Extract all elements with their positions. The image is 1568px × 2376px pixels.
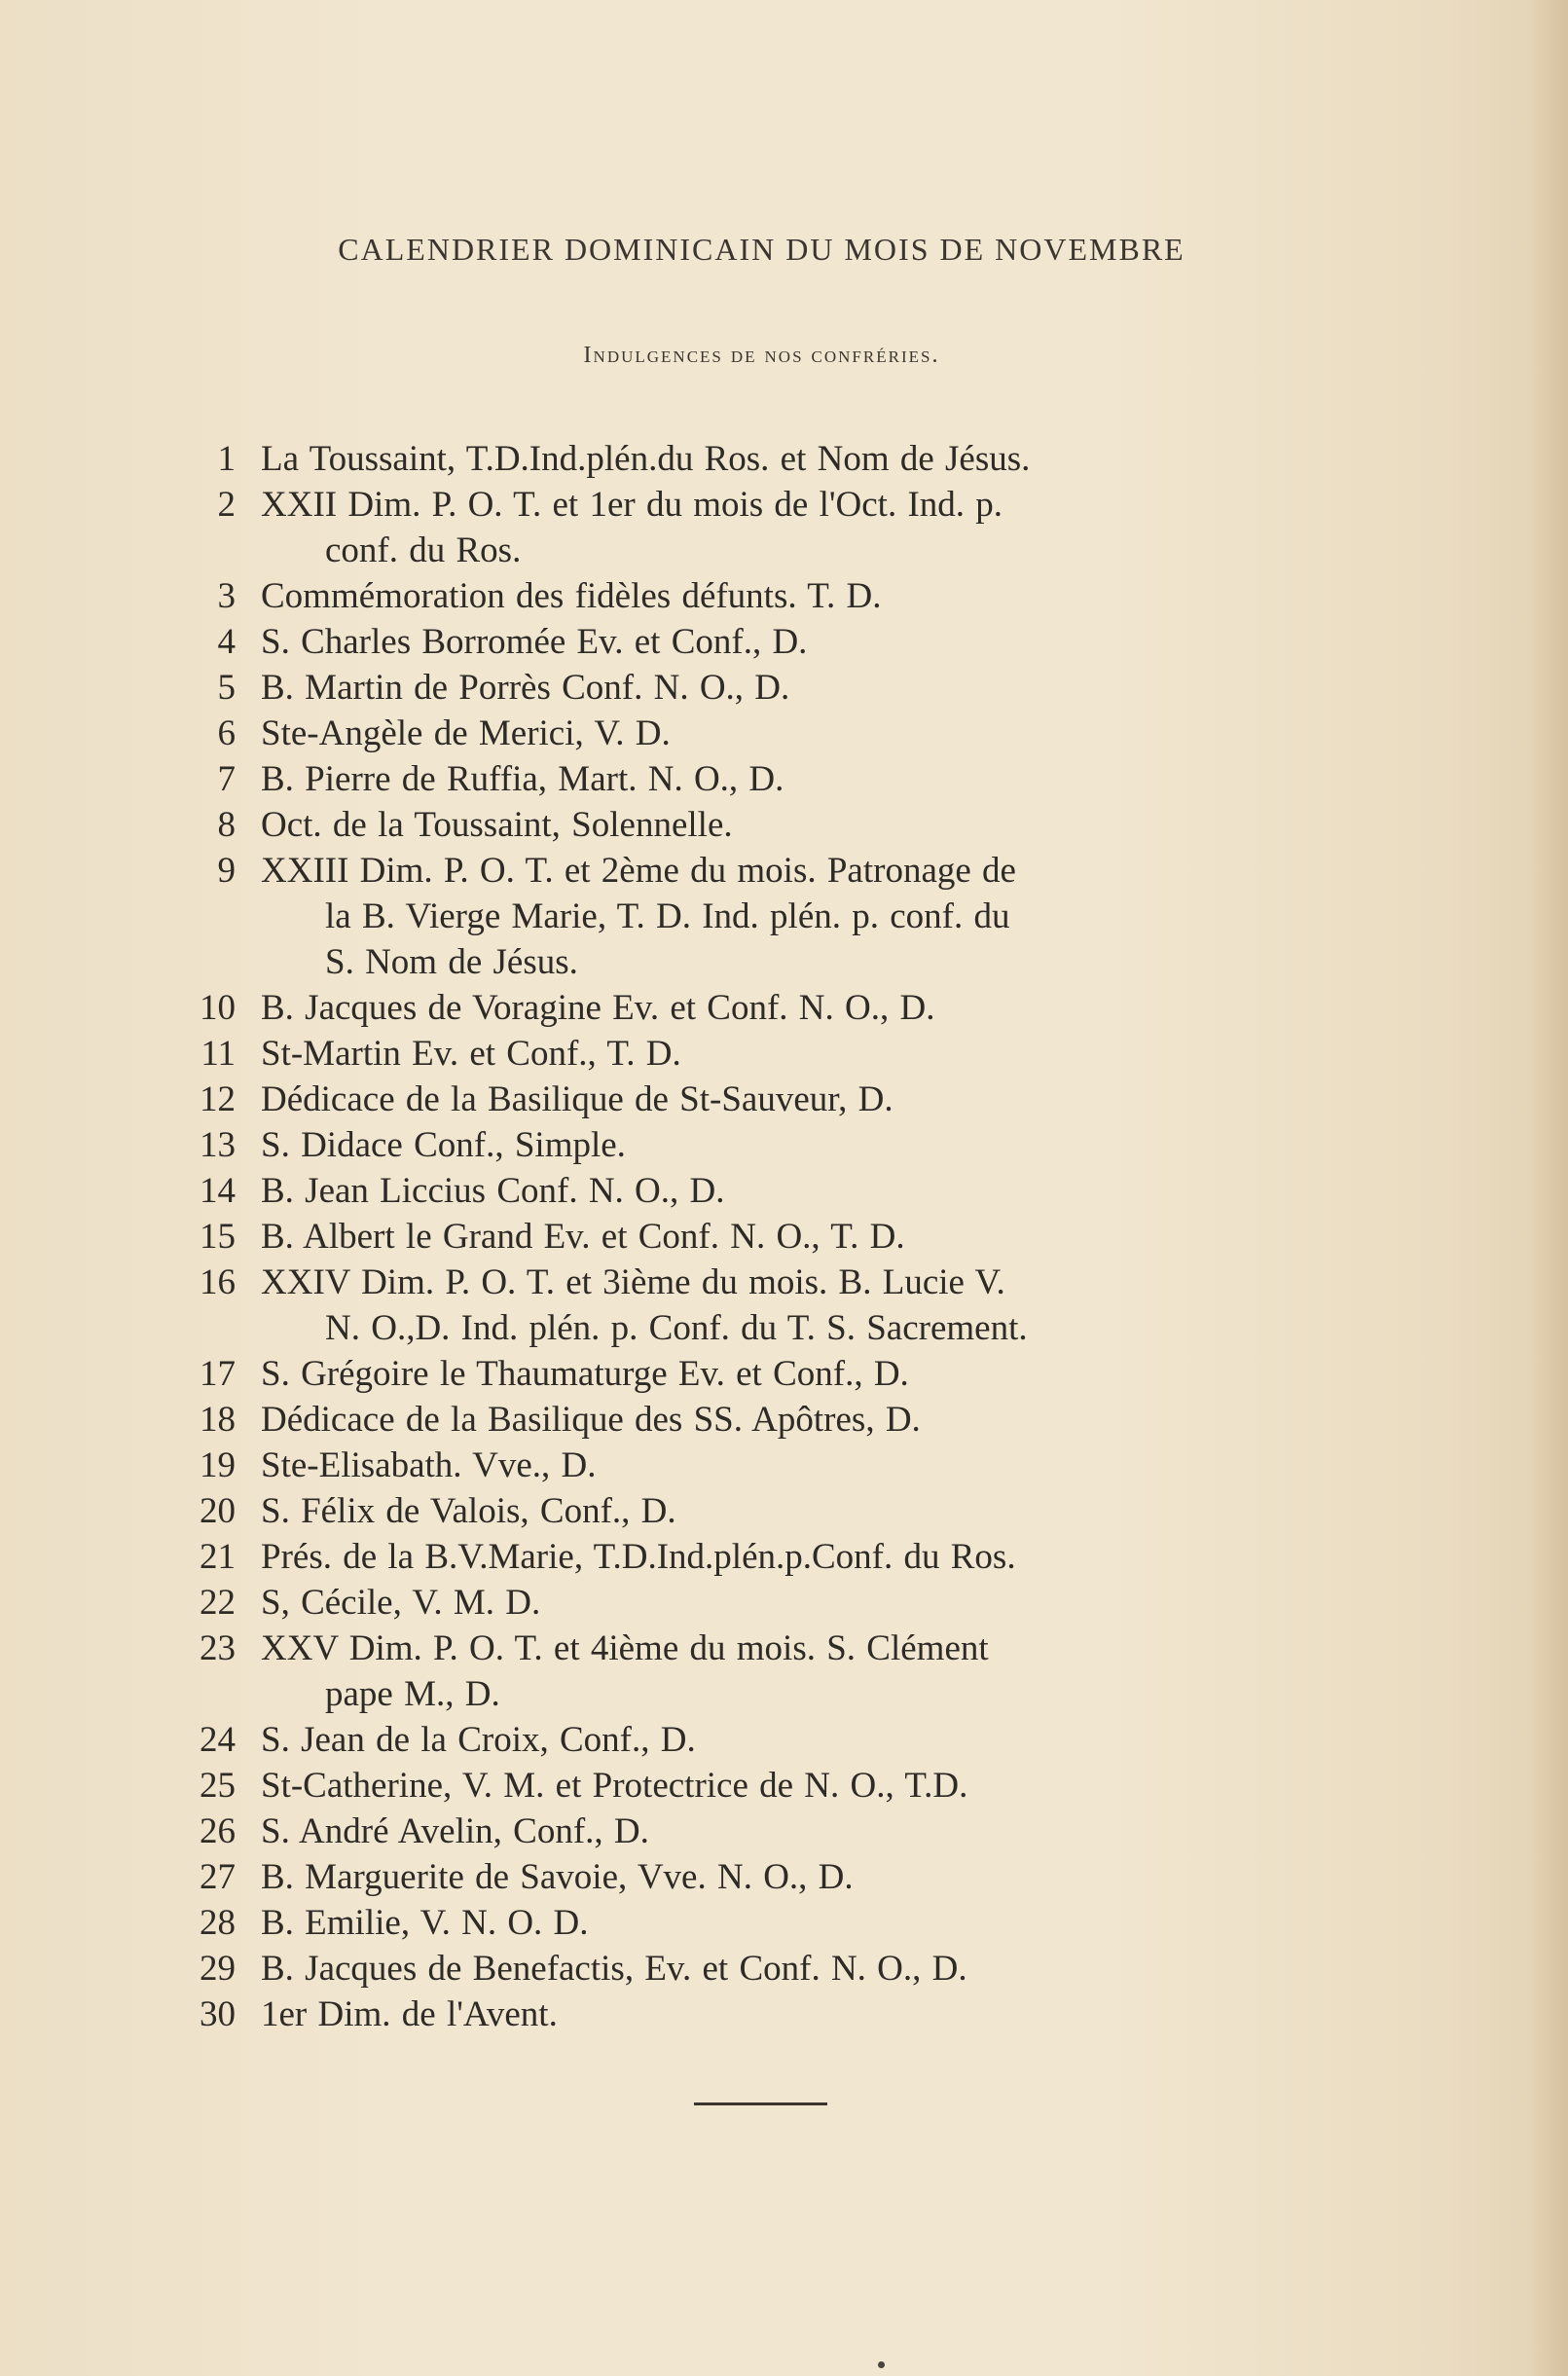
entry-text: S. Jean de la Croix, Conf., D. — [261, 1720, 696, 1760]
day-number: 10 — [200, 988, 236, 1028]
day-number: 28 — [200, 1903, 236, 1943]
entry-text: Dédicace de la Basilique des SS. Apôtres, D. — [261, 1400, 921, 1440]
entry-text: B. Jean Liccius Conf. N. O., D. — [261, 1171, 725, 1211]
entry-text-continuation: la B. Vierge Marie, T. D. Ind. plén. p. conf. du — [325, 896, 1010, 936]
day-number: 25 — [200, 1766, 236, 1806]
entry-text: S. Charles Borromée Ev. et Conf., D. — [261, 622, 808, 662]
calendar-entry — [146, 573, 1343, 619]
page-dot-mark — [878, 2361, 885, 2368]
day-number: 26 — [200, 1811, 236, 1851]
entry-text: 1er Dim. de l'Avent. — [261, 1994, 558, 2034]
calendar-entry — [146, 619, 1343, 665]
entry-text: S. André Avelin, Conf., D. — [261, 1811, 649, 1851]
entry-text: B. Jacques de Voragine Ev. et Conf. N. O., D. — [261, 988, 935, 1028]
entry-text: B. Emilie, V. N. O. D. — [261, 1903, 589, 1943]
calendar-entry — [146, 1992, 1343, 2037]
calendar-entry — [146, 1763, 1343, 1809]
day-number: 19 — [200, 1445, 236, 1485]
calendar-entry — [146, 1077, 1343, 1122]
day-number: 14 — [200, 1171, 236, 1211]
day-number: 12 — [200, 1079, 236, 1119]
day-number: 18 — [200, 1400, 236, 1440]
entry-text: B. Martin de Porrès Conf. N. O., D. — [261, 668, 790, 708]
calendar-entry — [146, 1900, 1343, 1946]
day-number: 21 — [200, 1537, 236, 1577]
calendar-entry — [146, 848, 1343, 985]
calendar-entry — [146, 1626, 1343, 1717]
day-number: 1 — [217, 439, 236, 479]
day-number: 15 — [200, 1217, 236, 1257]
page-edge-shadow — [1529, 0, 1568, 2376]
entry-text: Oct. de la Toussaint, Solennelle. — [261, 805, 733, 845]
day-number: 9 — [217, 851, 236, 891]
calendar-entry — [146, 711, 1343, 756]
calendar-entry — [146, 1443, 1343, 1488]
calendar-list — [146, 436, 1343, 2037]
day-number: 11 — [201, 1034, 236, 1074]
entry-text: B. Albert le Grand Ev. et Conf. N. O., T. D. — [261, 1217, 905, 1257]
calendar-entry — [146, 665, 1343, 711]
day-number: 22 — [200, 1583, 236, 1623]
entry-text-continuation: conf. du Ros. — [325, 530, 522, 570]
day-number: 7 — [217, 759, 236, 799]
calendar-entry — [146, 1534, 1343, 1580]
entry-text: S. Grégoire le Thaumaturge Ev. et Conf., D. — [261, 1354, 909, 1394]
entry-text-continuation: pape M., D. — [325, 1674, 500, 1714]
section-divider — [694, 2102, 827, 2105]
entry-text: XXII Dim. P. O. T. et 1er du mois de l'Oct. Ind. p. — [261, 485, 1003, 525]
entry-text: Prés. de la B.V.Marie, T.D.Ind.plén.p.Conf. du Ros. — [261, 1537, 1016, 1577]
day-number: 23 — [200, 1628, 236, 1668]
day-number: 20 — [200, 1491, 236, 1531]
entry-text: S. Didace Conf., Simple. — [261, 1125, 626, 1165]
entry-text-continuation: S. Nom de Jésus. — [325, 942, 578, 982]
calendar-entry — [146, 482, 1343, 573]
day-number: 2 — [217, 485, 236, 525]
calendar-entry — [146, 1214, 1343, 1260]
entry-text: S, Cécile, V. M. D. — [261, 1583, 541, 1623]
calendar-entry — [146, 1809, 1343, 1854]
entry-text: La Toussaint, T.D.Ind.plén.du Ros. et Nom de Jésus. — [261, 439, 1031, 479]
calendar-entry — [146, 802, 1343, 848]
entry-text: B. Jacques de Benefactis, Ev. et Conf. N. O., D. — [261, 1949, 967, 1989]
calendar-entry — [146, 1488, 1343, 1534]
calendar-entry — [146, 436, 1343, 482]
calendar-entry — [146, 756, 1343, 802]
day-number: 16 — [200, 1262, 236, 1302]
entry-text: B. Pierre de Ruffia, Mart. N. O., D. — [261, 759, 784, 799]
entry-text: S. Félix de Valois, Conf., D. — [261, 1491, 676, 1531]
calendar-entry — [146, 1031, 1343, 1077]
calendar-entry — [146, 1260, 1343, 1351]
day-number: 4 — [217, 622, 236, 662]
entry-text: XXIV Dim. P. O. T. et 3ième du mois. B. Lucie V. — [261, 1262, 1005, 1302]
entry-text-continuation: N. O.,D. Ind. plén. p. Conf. du T. S. Sacrement. — [325, 1308, 1028, 1348]
entry-text: Dédicace de la Basilique de St-Sauveur, D. — [261, 1079, 893, 1119]
page-title: CALENDRIER DOMINICAIN DU MOIS DE NOVEMBRE — [338, 232, 1185, 267]
day-number: 29 — [200, 1949, 236, 1989]
day-number: 3 — [217, 576, 236, 616]
entry-text: St-Martin Ev. et Conf., T. D. — [261, 1034, 681, 1074]
day-number: 5 — [217, 668, 236, 708]
calendar-entry — [146, 1946, 1343, 1992]
day-number: 27 — [200, 1857, 236, 1897]
calendar-entry — [146, 1397, 1343, 1443]
entry-text: XXIII Dim. P. O. T. et 2ème du mois. Patronage de — [261, 851, 1016, 891]
calendar-entry — [146, 1580, 1343, 1626]
day-number: 6 — [217, 713, 236, 753]
entry-text: XXV Dim. P. O. T. et 4ième du mois. S. Clément — [261, 1628, 989, 1668]
entry-text: St-Catherine, V. M. et Protectrice de N. O., T.D. — [261, 1766, 968, 1806]
page-subtitle: Indulgences de nos confréries. — [583, 343, 940, 368]
calendar-entry — [146, 1717, 1343, 1763]
calendar-entry — [146, 1854, 1343, 1900]
day-number: 17 — [200, 1354, 236, 1394]
day-number: 13 — [200, 1125, 236, 1165]
calendar-entry — [146, 1122, 1343, 1168]
entry-text: Ste-Elisabath. Vve., D. — [261, 1445, 597, 1485]
calendar-entry — [146, 1351, 1343, 1397]
day-number: 24 — [200, 1720, 236, 1760]
calendar-entry — [146, 1168, 1343, 1214]
entry-text: Commémoration des fidèles défunts. T. D. — [261, 576, 882, 616]
calendar-entry — [146, 985, 1343, 1031]
day-number: 8 — [217, 805, 236, 845]
entry-text: Ste-Angèle de Merici, V. D. — [261, 713, 671, 753]
day-number: 30 — [200, 1994, 236, 2034]
entry-text: B. Marguerite de Savoie, Vve. N. O., D. — [261, 1857, 854, 1897]
